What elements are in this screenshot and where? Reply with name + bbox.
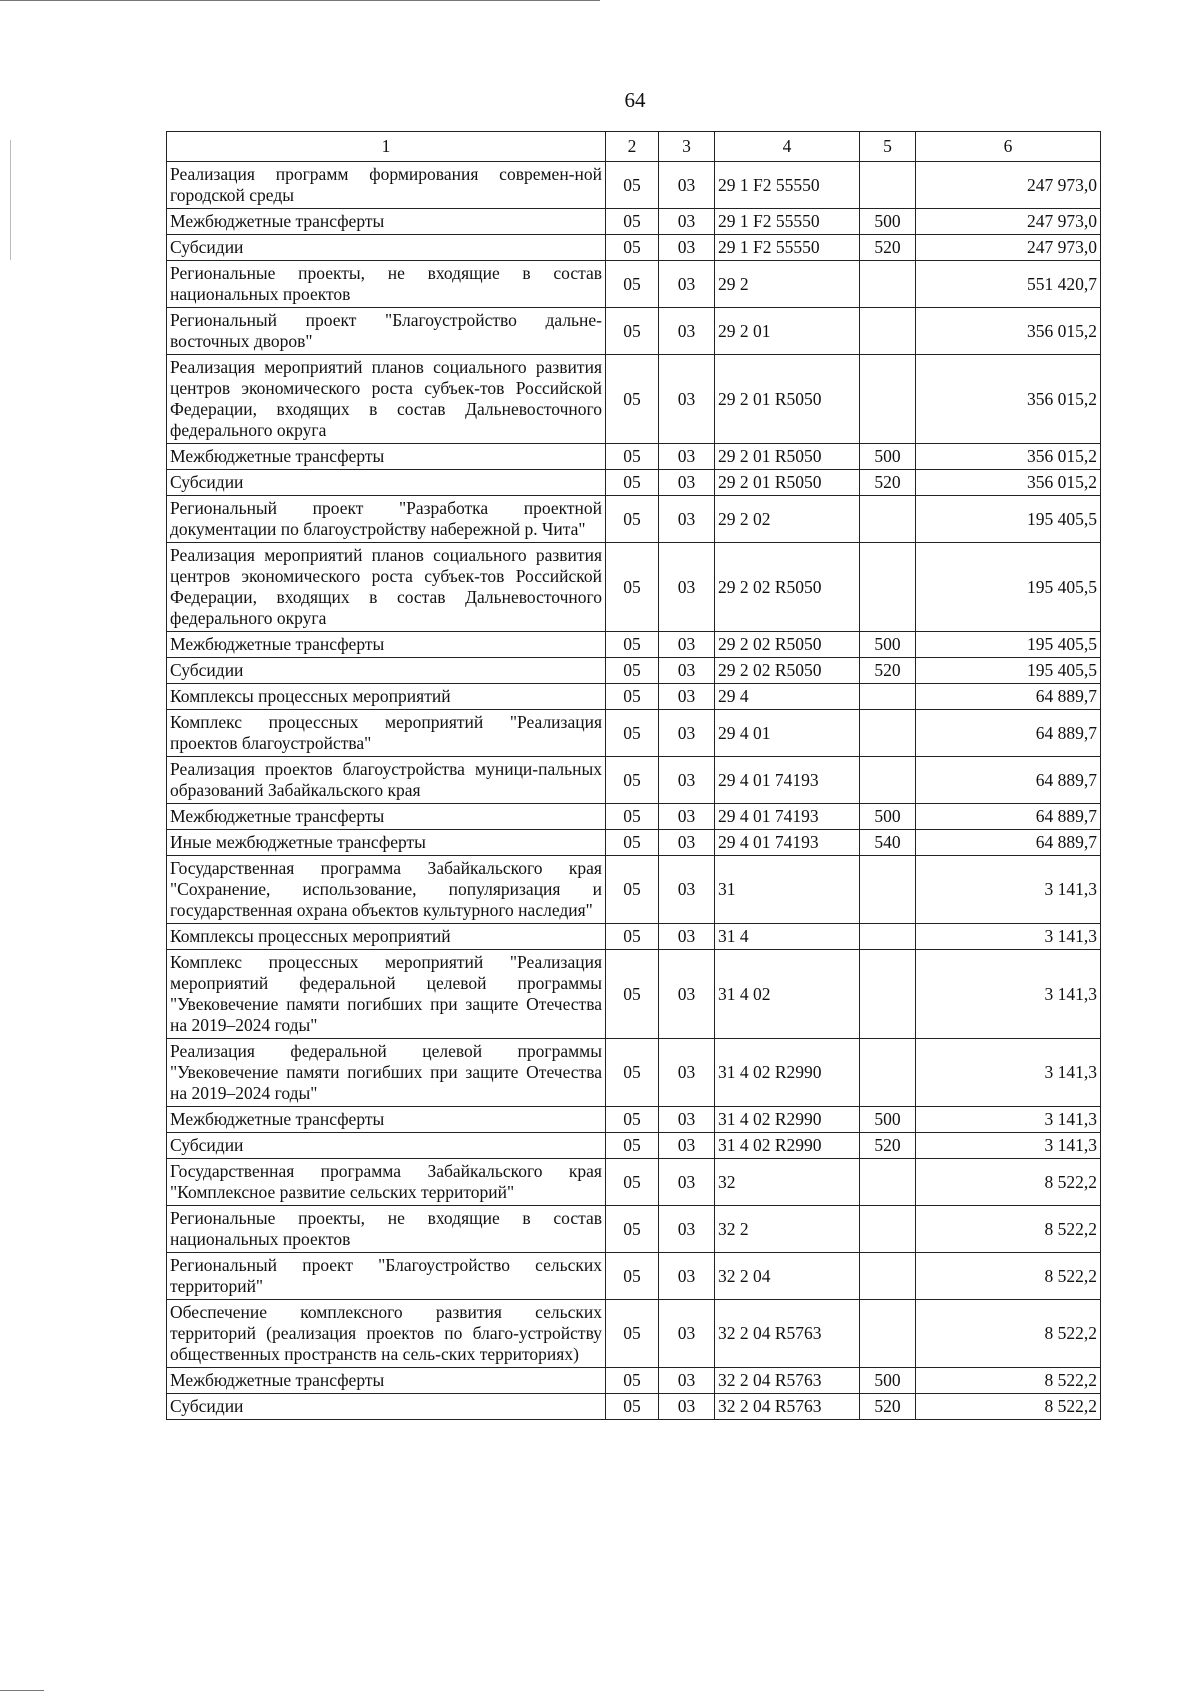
amount: 8 522,2 — [916, 1206, 1101, 1253]
table-row — [167, 209, 1101, 235]
section-code: 05 — [606, 1300, 659, 1368]
expense-type-code: 500 — [860, 1107, 916, 1133]
subsection-code: 03 — [659, 308, 715, 355]
target-article-code: 29 1 F2 55550 — [715, 235, 860, 261]
section-code: 05 — [606, 1368, 659, 1394]
subsection-code: 03 — [659, 1039, 715, 1107]
subsection-code: 03 — [659, 1107, 715, 1133]
target-article-code: 29 4 01 — [715, 710, 860, 757]
expense-type-code — [860, 1039, 916, 1107]
target-article-code: 32 2 04 R5763 — [715, 1394, 860, 1420]
subsection-code: 03 — [659, 830, 715, 856]
row-name: Реализация мероприятий планов социального развития центров экономического роста субъек-тов Российской Федерации, входящих в состав Дальневосточного федерального округа — [167, 543, 606, 632]
expense-type-code: 520 — [860, 658, 916, 684]
table-row — [167, 1368, 1101, 1394]
row-name: Субсидии — [167, 235, 606, 261]
target-article-code: 29 2 01 R5050 — [715, 470, 860, 496]
subsection-code: 03 — [659, 444, 715, 470]
section-code: 05 — [606, 1039, 659, 1107]
section-code: 05 — [606, 658, 659, 684]
table-row — [167, 470, 1101, 496]
section-code: 05 — [606, 757, 659, 804]
expense-type-code — [860, 543, 916, 632]
target-article-code: 29 1 F2 55550 — [715, 162, 860, 209]
target-article-code: 29 4 01 74193 — [715, 804, 860, 830]
subsection-code: 03 — [659, 804, 715, 830]
subsection-code: 03 — [659, 710, 715, 757]
target-article-code: 29 2 01 R5050 — [715, 444, 860, 470]
subsection-code: 03 — [659, 632, 715, 658]
section-code: 05 — [606, 235, 659, 261]
target-article-code: 29 4 — [715, 684, 860, 710]
subsection-code: 03 — [659, 924, 715, 950]
table-row — [167, 1159, 1101, 1206]
table-row — [167, 658, 1101, 684]
column-header: 2 — [606, 132, 659, 162]
table-row — [167, 444, 1101, 470]
row-name: Региональный проект "Благоустройство сельских территорий" — [167, 1253, 606, 1300]
target-article-code: 29 2 02 R5050 — [715, 658, 860, 684]
amount: 356 015,2 — [916, 308, 1101, 355]
section-code: 05 — [606, 308, 659, 355]
amount: 195 405,5 — [916, 658, 1101, 684]
column-header: 4 — [715, 132, 860, 162]
table-row — [167, 162, 1101, 209]
amount: 64 889,7 — [916, 830, 1101, 856]
expense-type-code — [860, 1206, 916, 1253]
section-code: 05 — [606, 1159, 659, 1206]
row-name: Региональный проект "Благоустройство дальне-восточных дворов" — [167, 308, 606, 355]
table-row — [167, 632, 1101, 658]
table-row — [167, 924, 1101, 950]
expense-type-code: 500 — [860, 209, 916, 235]
target-article-code: 32 2 04 R5763 — [715, 1368, 860, 1394]
target-article-code: 29 2 01 — [715, 308, 860, 355]
subsection-code: 03 — [659, 1159, 715, 1206]
section-code: 05 — [606, 924, 659, 950]
expense-type-code: 500 — [860, 804, 916, 830]
target-article-code: 31 4 02 R2990 — [715, 1039, 860, 1107]
target-article-code: 32 2 04 R5763 — [715, 1300, 860, 1368]
amount: 3 141,3 — [916, 1107, 1101, 1133]
table-row — [167, 308, 1101, 355]
subsection-code: 03 — [659, 496, 715, 543]
section-code: 05 — [606, 1253, 659, 1300]
amount: 3 141,3 — [916, 856, 1101, 924]
target-article-code: 29 2 02 — [715, 496, 860, 543]
row-name: Межбюджетные трансферты — [167, 1368, 606, 1394]
subsection-code: 03 — [659, 261, 715, 308]
amount: 8 522,2 — [916, 1159, 1101, 1206]
subsection-code: 03 — [659, 1133, 715, 1159]
amount: 64 889,7 — [916, 757, 1101, 804]
row-name: Субсидии — [167, 470, 606, 496]
subsection-code: 03 — [659, 470, 715, 496]
section-code: 05 — [606, 496, 659, 543]
target-article-code: 31 4 02 R2990 — [715, 1133, 860, 1159]
amount: 247 973,0 — [916, 209, 1101, 235]
subsection-code: 03 — [659, 355, 715, 444]
row-name: Межбюджетные трансферты — [167, 209, 606, 235]
expense-type-code: 500 — [860, 444, 916, 470]
section-code: 05 — [606, 470, 659, 496]
amount: 247 973,0 — [916, 235, 1101, 261]
target-article-code: 32 2 — [715, 1206, 860, 1253]
amount: 3 141,3 — [916, 924, 1101, 950]
amount: 356 015,2 — [916, 355, 1101, 444]
expense-type-code — [860, 496, 916, 543]
section-code: 05 — [606, 950, 659, 1039]
section-code: 05 — [606, 1206, 659, 1253]
section-code: 05 — [606, 804, 659, 830]
amount: 247 973,0 — [916, 162, 1101, 209]
table-row — [167, 1300, 1101, 1368]
subsection-code: 03 — [659, 1300, 715, 1368]
table-header-row — [167, 132, 1101, 162]
expense-type-code: 540 — [860, 830, 916, 856]
section-code: 05 — [606, 856, 659, 924]
row-name: Реализация мероприятий планов социального развития центров экономического роста субъек-тов Российской Федерации, входящих в состав Дальневосточного федерального округа — [167, 355, 606, 444]
row-name: Комплекс процессных мероприятий "Реализация мероприятий федеральной целевой программы "Увековечение памяти погибших при защите Отечества на 2019–2024 годы" — [167, 950, 606, 1039]
row-name: Субсидии — [167, 1133, 606, 1159]
section-code: 05 — [606, 684, 659, 710]
expense-type-code: 520 — [860, 1133, 916, 1159]
expense-type-code: 520 — [860, 470, 916, 496]
amount: 195 405,5 — [916, 632, 1101, 658]
table-row — [167, 261, 1101, 308]
row-name: Реализация проектов благоустройства муници-пальных образований Забайкальского края — [167, 757, 606, 804]
amount: 195 405,5 — [916, 496, 1101, 543]
subsection-code: 03 — [659, 543, 715, 632]
section-code: 05 — [606, 355, 659, 444]
amount: 64 889,7 — [916, 684, 1101, 710]
expense-type-code — [860, 355, 916, 444]
subsection-code: 03 — [659, 757, 715, 804]
section-code: 05 — [606, 710, 659, 757]
expense-type-code: 520 — [860, 235, 916, 261]
page-number: 64 — [624, 88, 646, 112]
subsection-code: 03 — [659, 1394, 715, 1420]
table-row — [167, 496, 1101, 543]
row-name: Иные межбюджетные трансферты — [167, 830, 606, 856]
amount: 3 141,3 — [916, 1039, 1101, 1107]
expense-type-code: 500 — [860, 1368, 916, 1394]
subsection-code: 03 — [659, 1368, 715, 1394]
amount: 3 141,3 — [916, 950, 1101, 1039]
target-article-code: 31 4 — [715, 924, 860, 950]
expense-type-code — [860, 924, 916, 950]
expense-type-code: 520 — [860, 1394, 916, 1420]
target-article-code: 29 4 01 74193 — [715, 830, 860, 856]
row-name: Комплексы процессных мероприятий — [167, 924, 606, 950]
row-name: Реализация программ формирования современ-ной городской среды — [167, 162, 606, 209]
section-code: 05 — [606, 261, 659, 308]
expense-type-code — [860, 1159, 916, 1206]
expense-type-code: 500 — [860, 632, 916, 658]
table-row — [167, 1253, 1101, 1300]
table-row — [167, 1107, 1101, 1133]
expense-type-code — [860, 856, 916, 924]
section-code: 05 — [606, 1133, 659, 1159]
subsection-code: 03 — [659, 1206, 715, 1253]
target-article-code: 32 — [715, 1159, 860, 1206]
amount: 8 522,2 — [916, 1368, 1101, 1394]
target-article-code: 31 — [715, 856, 860, 924]
scan-edge-line — [0, 1690, 44, 1691]
target-article-code: 29 2 02 R5050 — [715, 632, 860, 658]
target-article-code: 29 4 01 74193 — [715, 757, 860, 804]
subsection-code: 03 — [659, 684, 715, 710]
row-name: Межбюджетные трансферты — [167, 444, 606, 470]
amount: 356 015,2 — [916, 444, 1101, 470]
row-name: Региональный проект "Разработка проектной документации по благоустройству набережной р. Чита" — [167, 496, 606, 543]
target-article-code: 29 2 — [715, 261, 860, 308]
scan-edge-line — [0, 0, 600, 1]
target-article-code: 31 4 02 — [715, 950, 860, 1039]
column-header: 6 — [916, 132, 1101, 162]
amount: 8 522,2 — [916, 1300, 1101, 1368]
table-row — [167, 856, 1101, 924]
expense-type-code — [860, 1253, 916, 1300]
budget-table — [166, 131, 1101, 1420]
row-name: Обеспечение комплексного развития сельских территорий (реализация проектов по благо-устройству общественных пространств на сель-ских территориях) — [167, 1300, 606, 1368]
subsection-code: 03 — [659, 1253, 715, 1300]
table-row — [167, 1039, 1101, 1107]
row-name: Государственная программа Забайкальского края "Комплексное развитие сельских территорий" — [167, 1159, 606, 1206]
column-header: 3 — [659, 132, 715, 162]
amount: 64 889,7 — [916, 710, 1101, 757]
row-name: Комплекс процессных мероприятий "Реализация проектов благоустройства" — [167, 710, 606, 757]
subsection-code: 03 — [659, 235, 715, 261]
expense-type-code — [860, 1300, 916, 1368]
target-article-code: 29 1 F2 55550 — [715, 209, 860, 235]
row-name: Субсидии — [167, 658, 606, 684]
table-row — [167, 543, 1101, 632]
expense-type-code — [860, 710, 916, 757]
target-article-code: 29 2 02 R5050 — [715, 543, 860, 632]
section-code: 05 — [606, 543, 659, 632]
expense-type-code — [860, 757, 916, 804]
expense-type-code — [860, 308, 916, 355]
table-row — [167, 235, 1101, 261]
subsection-code: 03 — [659, 209, 715, 235]
section-code: 05 — [606, 162, 659, 209]
row-name: Межбюджетные трансферты — [167, 804, 606, 830]
table-row — [167, 684, 1101, 710]
section-code: 05 — [606, 1394, 659, 1420]
section-code: 05 — [606, 444, 659, 470]
amount: 64 889,7 — [916, 804, 1101, 830]
amount: 551 420,7 — [916, 261, 1101, 308]
table-row — [167, 1133, 1101, 1159]
expense-type-code — [860, 950, 916, 1039]
amount: 356 015,2 — [916, 470, 1101, 496]
expense-type-code — [860, 162, 916, 209]
target-article-code: 31 4 02 R2990 — [715, 1107, 860, 1133]
column-header: 5 — [860, 132, 916, 162]
budget-table-body — [167, 132, 1101, 1420]
row-name: Государственная программа Забайкальского края "Сохранение, использование, популяризация и государственная охрана объектов культурного наследия" — [167, 856, 606, 924]
table-row — [167, 710, 1101, 757]
amount: 8 522,2 — [916, 1394, 1101, 1420]
section-code: 05 — [606, 1107, 659, 1133]
subsection-code: 03 — [659, 856, 715, 924]
section-code: 05 — [606, 209, 659, 235]
table-row — [167, 950, 1101, 1039]
amount: 195 405,5 — [916, 543, 1101, 632]
table-row — [167, 1206, 1101, 1253]
row-name: Региональные проекты, не входящие в состав национальных проектов — [167, 261, 606, 308]
table-row — [167, 1394, 1101, 1420]
table-row — [167, 830, 1101, 856]
subsection-code: 03 — [659, 658, 715, 684]
scan-edge-line — [10, 140, 11, 260]
target-article-code: 29 2 01 R5050 — [715, 355, 860, 444]
row-name: Реализация федеральной целевой программы "Увековечение памяти погибших при защите Отечества на 2019–2024 годы" — [167, 1039, 606, 1107]
table-row — [167, 355, 1101, 444]
table-row — [167, 757, 1101, 804]
row-name: Межбюджетные трансферты — [167, 1107, 606, 1133]
table-row — [167, 804, 1101, 830]
section-code: 05 — [606, 632, 659, 658]
target-article-code: 32 2 04 — [715, 1253, 860, 1300]
expense-type-code — [860, 684, 916, 710]
subsection-code: 03 — [659, 950, 715, 1039]
section-code: 05 — [606, 830, 659, 856]
row-name: Межбюджетные трансферты — [167, 632, 606, 658]
row-name: Субсидии — [167, 1394, 606, 1420]
amount: 8 522,2 — [916, 1253, 1101, 1300]
subsection-code: 03 — [659, 162, 715, 209]
column-header: 1 — [167, 132, 606, 162]
expense-type-code — [860, 261, 916, 308]
row-name: Региональные проекты, не входящие в состав национальных проектов — [167, 1206, 606, 1253]
amount: 3 141,3 — [916, 1133, 1101, 1159]
row-name: Комплексы процессных мероприятий — [167, 684, 606, 710]
